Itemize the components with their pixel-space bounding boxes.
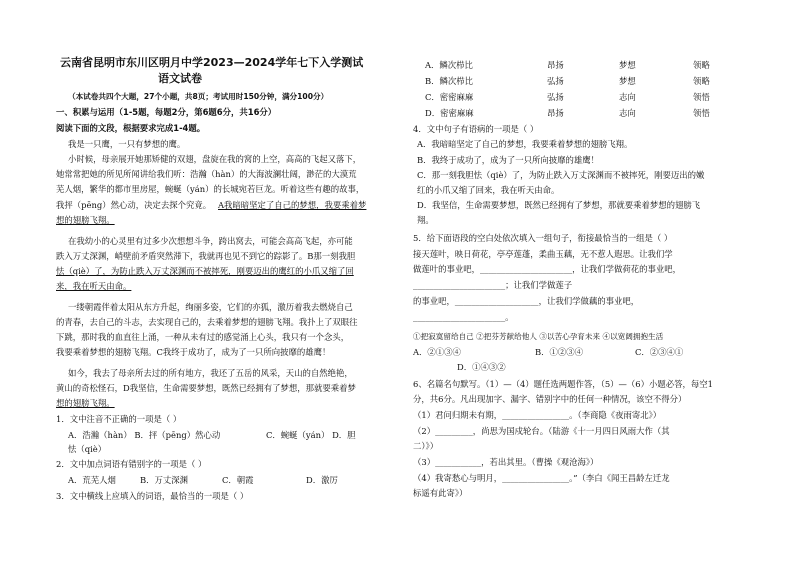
passage-line: 想的翅膀飞翔。 [56,215,115,225]
q5-sentence-options: ①把寂寞留给自己 ②把芬芳献给他人 ③以苦心孕育未来 ④以宽阔拥抱生活 [413,332,664,341]
q6-line-1: （1）君问归期未有期，________________。（李商隐《夜雨寄北》） [413,410,662,420]
reading-instruction: 阅读下面的文段，根据要求完成1-4题。 [56,123,206,133]
exam-note: （本试卷共四个大题，27个小题，共8页；考试用时150分钟，满分100分） [68,92,329,101]
question-6-cont: 分，共6分。凡出现加字、漏字、错别字中的任何一种情况，该空不得分） [413,394,687,404]
passage-line: 一缕朝霞伴着太阳从东方升起，绚丽多姿，它们的亦狐，激历着我去燃烧自己 [68,302,353,312]
q2-option-b: B．万丈深渊 [140,475,189,485]
passage-line: 黄山的奇松怪石，D我坚信，生命需要梦想，既然已经拥有了梦想，那就要乘着梦 [56,383,356,393]
question-4: 4．文中句子有语病的一项是（ ） [413,124,539,134]
q4-option-b: B．我终于成功了，成为了一只所向披靡的雄鹰！ [417,155,600,165]
passage-line: 我是一只鹰，一只有梦想的鹰。 [68,139,186,149]
passage-line: 跌入万丈深渊，峭壁前矛盾突然滞下，我就再也见不到它的踪影了。B那一刻我胆 [56,251,356,261]
q6-line-4-cont: 标遥有此寄》） [413,488,468,498]
table-cell: D．密密麻麻 [425,108,474,118]
table-cell: C．密密麻麻 [425,92,474,102]
question-1: 1．文中注音不正确的一项是（ ） [56,414,182,424]
q2-option-c: C．朝霞 [222,475,254,485]
q1-options-ab: A．浩瀚（hàn） B．抨（pēng）然心动 [68,430,221,440]
question-6: 6、名篇名句默写。（1）—（4）题任选两题作答，（5）—（6）小题必答，每空1 [413,379,713,389]
passage-line: 来，我在听天由命。 [56,281,132,291]
q5-passage-line: 的事业吧，____________________，让我们学做藕的事业吧， [413,296,640,306]
passage-line: 如今，我去了母亲所去过的所有地方，我还了五岳的风采，天山的自然绝艳， [68,368,353,378]
passage-line: 想的翅膀飞翔。 [56,398,115,408]
q6-line-4: （4）我寄愁心与明月，________________。”（李白《闻王昌龄左迁龙 [413,473,670,483]
q2-option-a: A．荒芜人烟 [68,475,116,485]
passage-line: 我要乘着梦想的翅膀飞翔。C我终于成功了，成为了一只所向披靡的雄鹰！ [56,347,331,357]
q5-option-a: A．②①③④ [413,347,461,357]
passage-line: 我抨（pēng）然心动，决定去探个究竟。 [56,200,212,210]
q6-line-2: （2）_________，尚思为国戍轮台。（陆游《十一月四日风雨大作（其 [413,426,670,436]
q4-option-c: C．那一刻我胆怯（qiè）了，为防止跌入万丈深渊而不被摔死，刚要迈出的嫩 [417,170,705,180]
table-cell: 领悟 [693,108,710,118]
passage-line: 小时候，母亲展开她那矫健的双翅，盘旋在我的窝的上空，高高的飞起又落下， [68,154,362,164]
q4-option-a: A．我暗暗坚定了自己的梦想，我要乘着梦想的翅膀飞翔。 [417,139,633,149]
table-cell: 昂扬 [547,60,564,70]
table-cell: 弘扬 [547,76,564,86]
table-cell: 志向 [619,108,636,118]
page-subtitle: 语文试卷 [158,72,202,85]
table-cell: 志向 [619,92,636,102]
q4-option-d-cont: 翔。 [417,215,434,225]
page-title: 云南省昆明市东川区明月中学2023—2024学年七下入学测试 [60,56,364,69]
q4-option-c-cont: 红的小爪又缩了回来，我在听天由命。 [417,185,560,195]
section-heading: 一、积累与运用（1-5题，每题2分，第6题6分，共16分） [56,107,277,117]
passage-line: 的青春，去自己的斗志，去实现自己的，去乘着梦想的翅膀飞翔。我扑上了双眼往 [56,317,358,327]
q2-option-d: D．激厉 [306,475,338,485]
q5-passage-line: 接天莲叶，映日荷花，亭亭莲蓬，柔曲玉藕，无不惹人遐思。让我们学 [413,249,673,259]
passage-line: 在我幼小的心灵里有过多少次想想斗争，跨出窝去，可能会高高飞起，亦可能 [68,236,353,246]
table-cell: 领略 [693,60,710,70]
table-cell: 梦想 [619,60,636,70]
sentence-b: 怯（qiè）了，为防止跌入万丈深渊而不被摔死，刚要迈出的鹰红的小爪又缩了回 [56,266,354,276]
q1-option-d-cont: 怯（qiè） [68,444,107,454]
table-cell: 领略 [693,76,710,86]
table-cell: 领悟 [693,92,710,102]
passage-line: 她常常把她的所见所闻讲给我们听：浩瀚（hàn）的大海波澜壮阔，渺茫的大漠荒 [56,169,357,179]
q5-option-d: D．①④③② [457,362,506,372]
question-2: 2．文中加点词语有错别字的一项是（ ） [56,459,207,469]
q6-line-3: （3）___________，若出其里。（曹操《观沧海》） [413,457,599,467]
q5-passage-line: ______________________；让我们学做莲子 [413,280,573,290]
q5-passage-line: 做莲叶的事业吧，______________________，让我们学做荷花的事业吧， [413,264,681,274]
q5-option-b: B．①②③④ [535,347,584,357]
table-cell: A．鳞次栉比 [425,60,473,70]
sentence-a: A我暗暗坚定了自己的梦想，我要乘着梦 [218,200,367,210]
question-5: 5．给下面语段的空白处依次填入一组句子，衔接最恰当的一组是（ ） [413,233,673,243]
q4-option-d: D．我坚信，生命需要梦想，既然已经拥有了梦想，那就要乘着梦想的翅膀飞 [417,200,701,210]
passage-line: 芜人烟，繁华的都市里房屋，蜿蜒（yán）的长城宛若巨龙。听着这些有趣的故事， [56,184,365,194]
table-cell: 弘扬 [547,92,564,102]
table-cell: B．鳞次栉比 [425,76,474,86]
q5-passage-line: ______________________。 [413,312,514,322]
table-cell: 昂扬 [547,108,564,118]
q6-line-2-cont: 二）》） [413,441,439,451]
passage-line: 下跳，那时我的血直往上涌，一种从未有过的感觉涌上心头，我只有一个念头， [56,332,350,342]
table-cell: 梦想 [619,76,636,86]
question-3: 3．文中横线上应填入的词语，最恰当的一项是（ ） [56,491,249,501]
q1-options-cd: C．蜿蜒（yán） D．胆 [266,430,356,440]
q5-option-c: C．②③④① [635,347,684,357]
